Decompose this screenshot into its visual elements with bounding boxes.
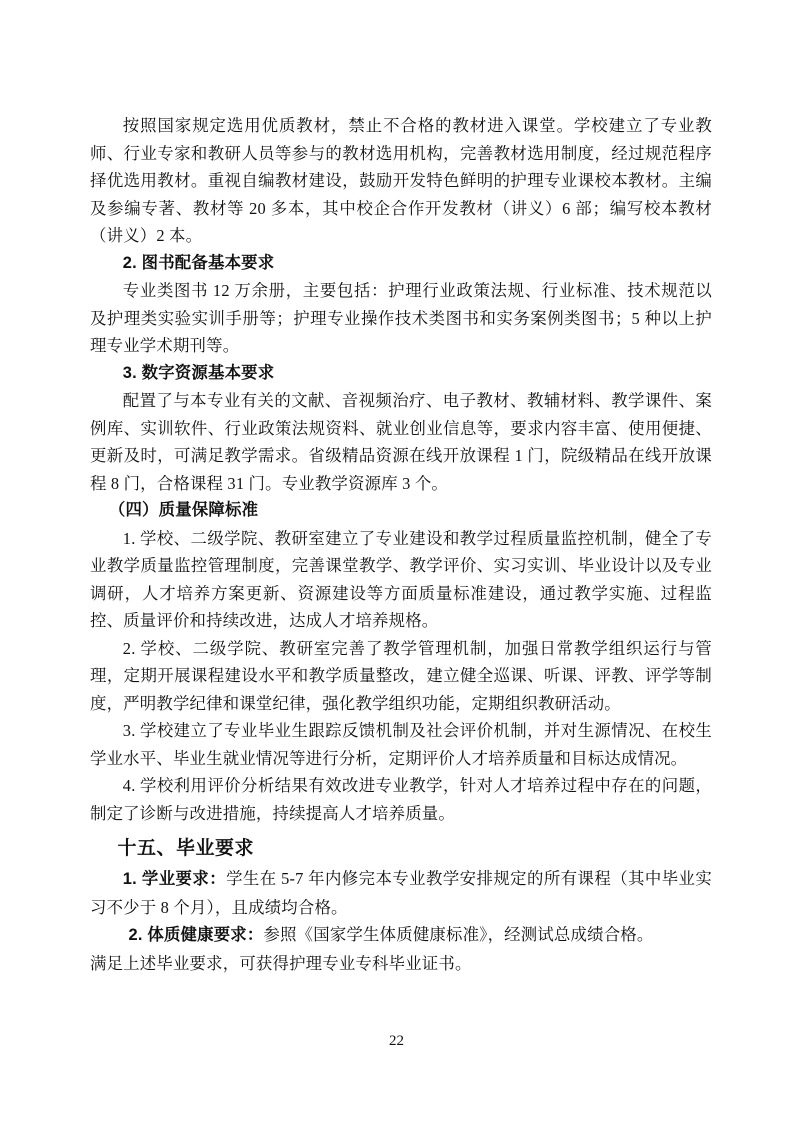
academic-requirement-label: 1. 学业要求： [122,870,227,888]
fitness-requirement-paragraph [90,921,712,950]
quality-item-4: 4. 学校利用评价分析结果有效改进专业教学，针对人才培养过程中存在的问题，制定了诊断与改进措施，持续提高人才培养质量。 [90,776,712,823]
fitness-requirement-text: 参照《国家学生体质健康标准》，经测试总成绩合格。 [263,925,654,944]
page-content [90,112,712,977]
fitness-requirement-label: 2. 体质健康要求： [128,926,264,944]
quality-assurance-heading: （四）质量保障标准 [108,501,259,519]
graduation-closing-paragraph: 满足上述毕业要求，可获得护理专业专科毕业证书。 [90,953,472,973]
quality-item-3: 3. 学校建立了专业毕业生跟踪反馈机制及社会评价机制，并对生源情况、在校生学业水平、毕业生就业情况等进行分析，定期评价人才培养质量和目标达成情况。 [90,721,712,768]
academic-requirement-paragraph [90,865,712,921]
page-number: 22 [389,1033,404,1049]
digital-resources-paragraph: 配置了与本专业有关的文献、音视频治疗、电子教材、教辅材料、教学课件、案例库、实训软件、行业政策法规资料、就业创业信息等，要求内容丰富、使用便捷、更新及时，可满足教学需求。省级精品资源在线开放课程 1 门，院级精品在线开放课程 8 门，合格课程 31 门。专业教学资源库 3 个。 [90,391,712,493]
quality-item-1: 1. 学校、二级学院、教研室建立了专业建设和教学过程质量监控机制，健全了专业教学质量监控管理制度，完善课堂教学、教学评价、实习实训、毕业设计以及专业调研，人才培养方案更新、资源建设等方面质量标准建设，通过教学实施、过程监控、质量评价和持续改进，达成人才培养规格。 [90,528,712,630]
textbook-selection-paragraph: 按照国家规定选用优质教材，禁止不合格的教材进入课堂。学校建立了专业教师、行业专家和教研人员等参与的教材选用机构，完善教材选用制度，经过规范程序择优选用教材。重视自编教材建设，鼓励开发特色鲜明的护理专业课校本教材。主编及参编专著、教材等 20 多本，其中校企合作开发教材（讲义）6 部；编写校本教材（讲义）2 本。 [90,116,712,245]
academic-requirement-text: 学生在 5-7 年内修完本专业教学安排规定的所有课程（其中毕业实习不少于 8 个月），且成绩均合格。 [90,869,712,917]
digital-resources-heading: 3. 数字资源基本要求 [122,363,275,382]
quality-item-2: 2. 学校、二级学院、教研室完善了教学管理机制，加强日常教学组织运行与管理，定期开展课程建设水平和教学质量整改，建立健全巡课、听课、评教、评学等制度，严明教学纪律和课堂纪律，强化教学组织功能，定期组织教研活动。 [90,638,712,713]
books-requirement-paragraph: 专业类图书 12 万余册，主要包括：护理行业政策法规、行业标准、技术规范以及护理类实验实训手册等；护理专业操作技术类图书和实务案例类图书；5 种以上护理专业学术期刊等。 [90,281,712,355]
graduation-requirements-heading: 十五、毕业要求 [117,838,255,859]
books-requirement-heading: 2. 图书配备基本要求 [122,253,275,272]
